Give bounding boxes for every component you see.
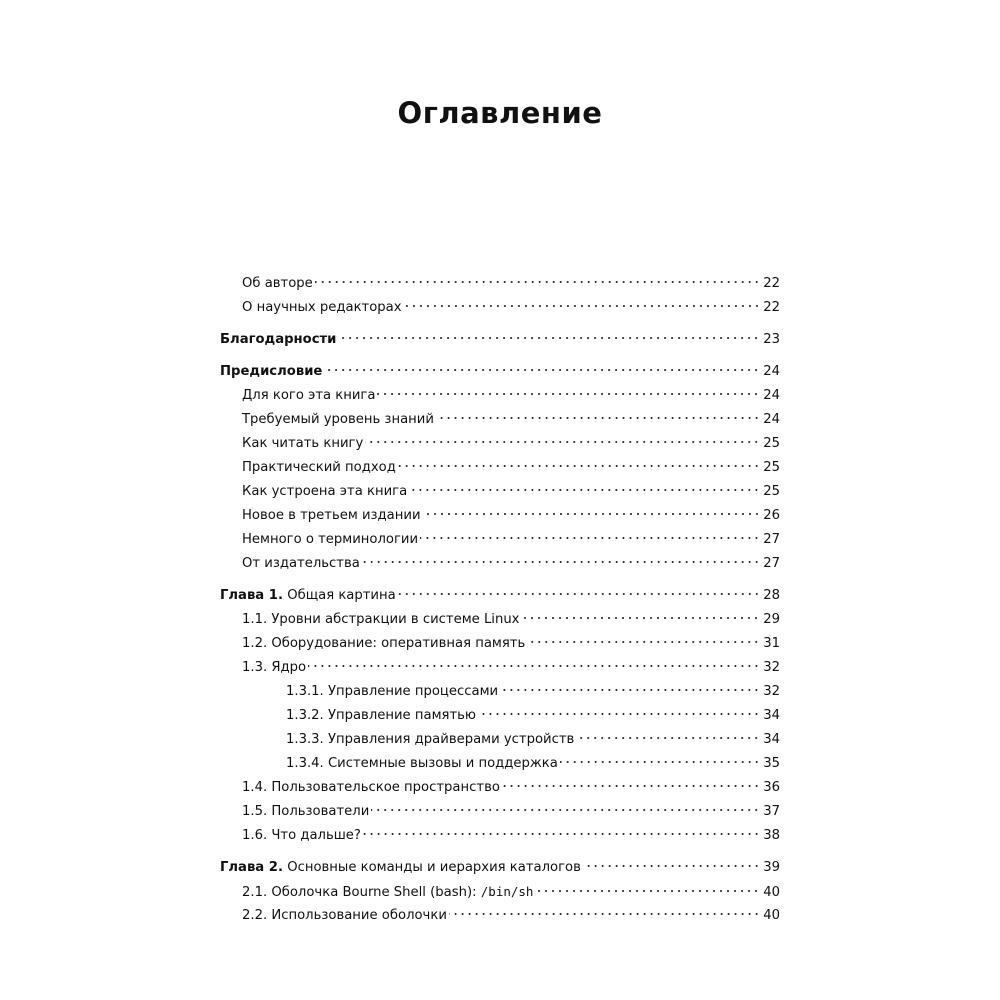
toc-entry-page: 25 bbox=[763, 436, 780, 451]
toc-entry-label: Глава 1. Общая картина bbox=[220, 588, 396, 603]
toc-entry[interactable] bbox=[220, 904, 780, 928]
dot-leader bbox=[423, 513, 760, 515]
toc-entry-label: Требуемый уровень знаний bbox=[242, 412, 434, 427]
toc-entry[interactable] bbox=[220, 504, 780, 528]
toc-subentry[interactable] bbox=[220, 704, 780, 728]
toc-entry-label: Глава 2. Основные команды и иерархия каталогов bbox=[220, 860, 581, 875]
toc-entry[interactable] bbox=[220, 432, 780, 456]
toc-entry-page: 22 bbox=[763, 276, 780, 291]
toc-entry-label: 1.3.1. Управление процессами bbox=[286, 684, 499, 699]
toc-entry-page: 38 bbox=[763, 828, 780, 843]
toc-entry[interactable] bbox=[220, 776, 780, 800]
toc-entry-label: О научных редакторах bbox=[242, 300, 402, 315]
toc-entry[interactable] bbox=[220, 528, 780, 552]
dot-leader bbox=[371, 809, 760, 811]
toc-entry-label: 1.5. Пользователи bbox=[242, 804, 370, 819]
toc-entry-label: 1.3.3. Управления драйверами устройств bbox=[286, 732, 575, 747]
toc-entry-label: Новое в третьем издании bbox=[242, 508, 421, 523]
toc-subentry[interactable] bbox=[220, 680, 780, 704]
toc-entry-page: 36 bbox=[763, 780, 780, 795]
toc-entry[interactable] bbox=[220, 456, 780, 480]
toc-entry[interactable] bbox=[220, 272, 780, 296]
toc-entry-label: 1.3.2. Управление памятью bbox=[286, 708, 477, 723]
toc-entry-label: 1.2. Оборудование: оперативная память bbox=[242, 636, 526, 651]
dot-leader bbox=[409, 489, 760, 491]
toc-entry-page: 40 bbox=[763, 908, 780, 923]
toc-entry-page: 34 bbox=[763, 732, 780, 747]
dot-leader bbox=[398, 465, 760, 467]
toc-entry[interactable] bbox=[220, 608, 780, 632]
dot-leader bbox=[521, 617, 760, 619]
toc-entry-page: 24 bbox=[763, 364, 780, 379]
page-title: Оглавление bbox=[397, 96, 603, 130]
toc-entry-page: 24 bbox=[763, 388, 780, 403]
toc-entry-label: 1.6. Что дальше? bbox=[242, 828, 361, 843]
toc-entry-label: 1.1. Уровни абстракции в системе Linux bbox=[242, 612, 520, 627]
dot-leader bbox=[338, 337, 760, 339]
toc-entry-page: 35 bbox=[763, 756, 780, 771]
toc-entry-page: 23 bbox=[763, 332, 780, 347]
toc-entry-label: Как устроена эта книга bbox=[242, 484, 408, 499]
dot-leader bbox=[377, 393, 760, 395]
toc-entry[interactable] bbox=[220, 480, 780, 504]
toc-entry-page: 34 bbox=[763, 708, 780, 723]
toc-entry[interactable] bbox=[220, 408, 780, 432]
toc-entry-page: 25 bbox=[763, 460, 780, 475]
toc-entry-page: 37 bbox=[763, 804, 780, 819]
toc-entry-page: 27 bbox=[763, 556, 780, 571]
dot-leader bbox=[500, 689, 760, 691]
dot-leader bbox=[449, 913, 760, 915]
dot-leader bbox=[324, 369, 760, 371]
toc-entry-page: 26 bbox=[763, 508, 780, 523]
toc-entry[interactable] bbox=[220, 800, 780, 824]
dot-leader bbox=[365, 441, 760, 443]
toc-entry-page: 22 bbox=[763, 300, 780, 315]
toc-chapter-entry[interactable] bbox=[220, 584, 780, 608]
dot-leader bbox=[308, 665, 760, 667]
toc-entry-page: 27 bbox=[763, 532, 780, 547]
dot-leader bbox=[363, 833, 760, 835]
dot-leader bbox=[315, 281, 760, 283]
dot-leader bbox=[583, 865, 760, 867]
dot-leader bbox=[535, 890, 760, 892]
dot-leader bbox=[436, 417, 760, 419]
toc-entry[interactable] bbox=[220, 880, 780, 904]
toc-entry-label: Предисловие bbox=[220, 364, 323, 379]
dot-leader bbox=[560, 761, 760, 763]
toc-entry-page: 32 bbox=[763, 660, 780, 675]
toc-entry[interactable] bbox=[220, 296, 780, 320]
toc-entry-label: От издательства bbox=[242, 556, 360, 571]
toc-entry-page: 31 bbox=[763, 636, 780, 651]
toc-entry-label: Немного о терминологии bbox=[242, 532, 419, 547]
dot-leader bbox=[398, 593, 760, 595]
toc-entry[interactable] bbox=[220, 656, 780, 680]
toc-entry-page: 24 bbox=[763, 412, 780, 427]
toc-entry-label: 2.2. Использование оболочки bbox=[242, 908, 447, 923]
toc-chapter-entry[interactable] bbox=[220, 856, 780, 880]
dot-leader bbox=[502, 785, 760, 787]
toc-entry-label: 1.3. Ядро bbox=[242, 660, 307, 675]
toc-entry-page: 32 bbox=[763, 684, 780, 699]
toc-entry-page: 40 bbox=[763, 885, 780, 900]
dot-leader bbox=[404, 305, 760, 307]
table-of-contents bbox=[220, 272, 780, 928]
toc-section-entry[interactable] bbox=[220, 328, 780, 352]
dot-leader bbox=[362, 561, 760, 563]
toc-entry[interactable] bbox=[220, 384, 780, 408]
toc-entry[interactable] bbox=[220, 824, 780, 848]
toc-entry[interactable] bbox=[220, 632, 780, 656]
toc-subentry[interactable] bbox=[220, 752, 780, 776]
toc-section-entry[interactable] bbox=[220, 360, 780, 384]
toc-entry-label: Как читать книгу bbox=[242, 436, 364, 451]
toc-entry-page: 28 bbox=[763, 588, 780, 603]
toc-subentry[interactable] bbox=[220, 728, 780, 752]
toc-entry-label: 1.4. Пользовательское пространство bbox=[242, 780, 500, 795]
toc-entry-label: Для кого эта книга bbox=[242, 388, 376, 403]
toc-entry[interactable] bbox=[220, 552, 780, 576]
toc-entry-label: 2.1. Оболочка Bourne Shell (bash): /bin/sh bbox=[242, 884, 534, 900]
toc-entry-page: 39 bbox=[763, 860, 780, 875]
toc-entry-page: 25 bbox=[763, 484, 780, 499]
dot-leader bbox=[420, 537, 760, 539]
toc-entry-label: Об авторе bbox=[242, 276, 313, 291]
toc-entry-page: 29 bbox=[763, 612, 780, 627]
dot-leader bbox=[478, 713, 760, 715]
toc-entry-label: 1.3.4. Системные вызовы и поддержка bbox=[286, 756, 558, 771]
dot-leader bbox=[576, 737, 760, 739]
dot-leader bbox=[527, 641, 760, 643]
toc-entry-label: Практический подход bbox=[242, 460, 396, 475]
toc-entry-label: Благодарности bbox=[220, 332, 337, 347]
